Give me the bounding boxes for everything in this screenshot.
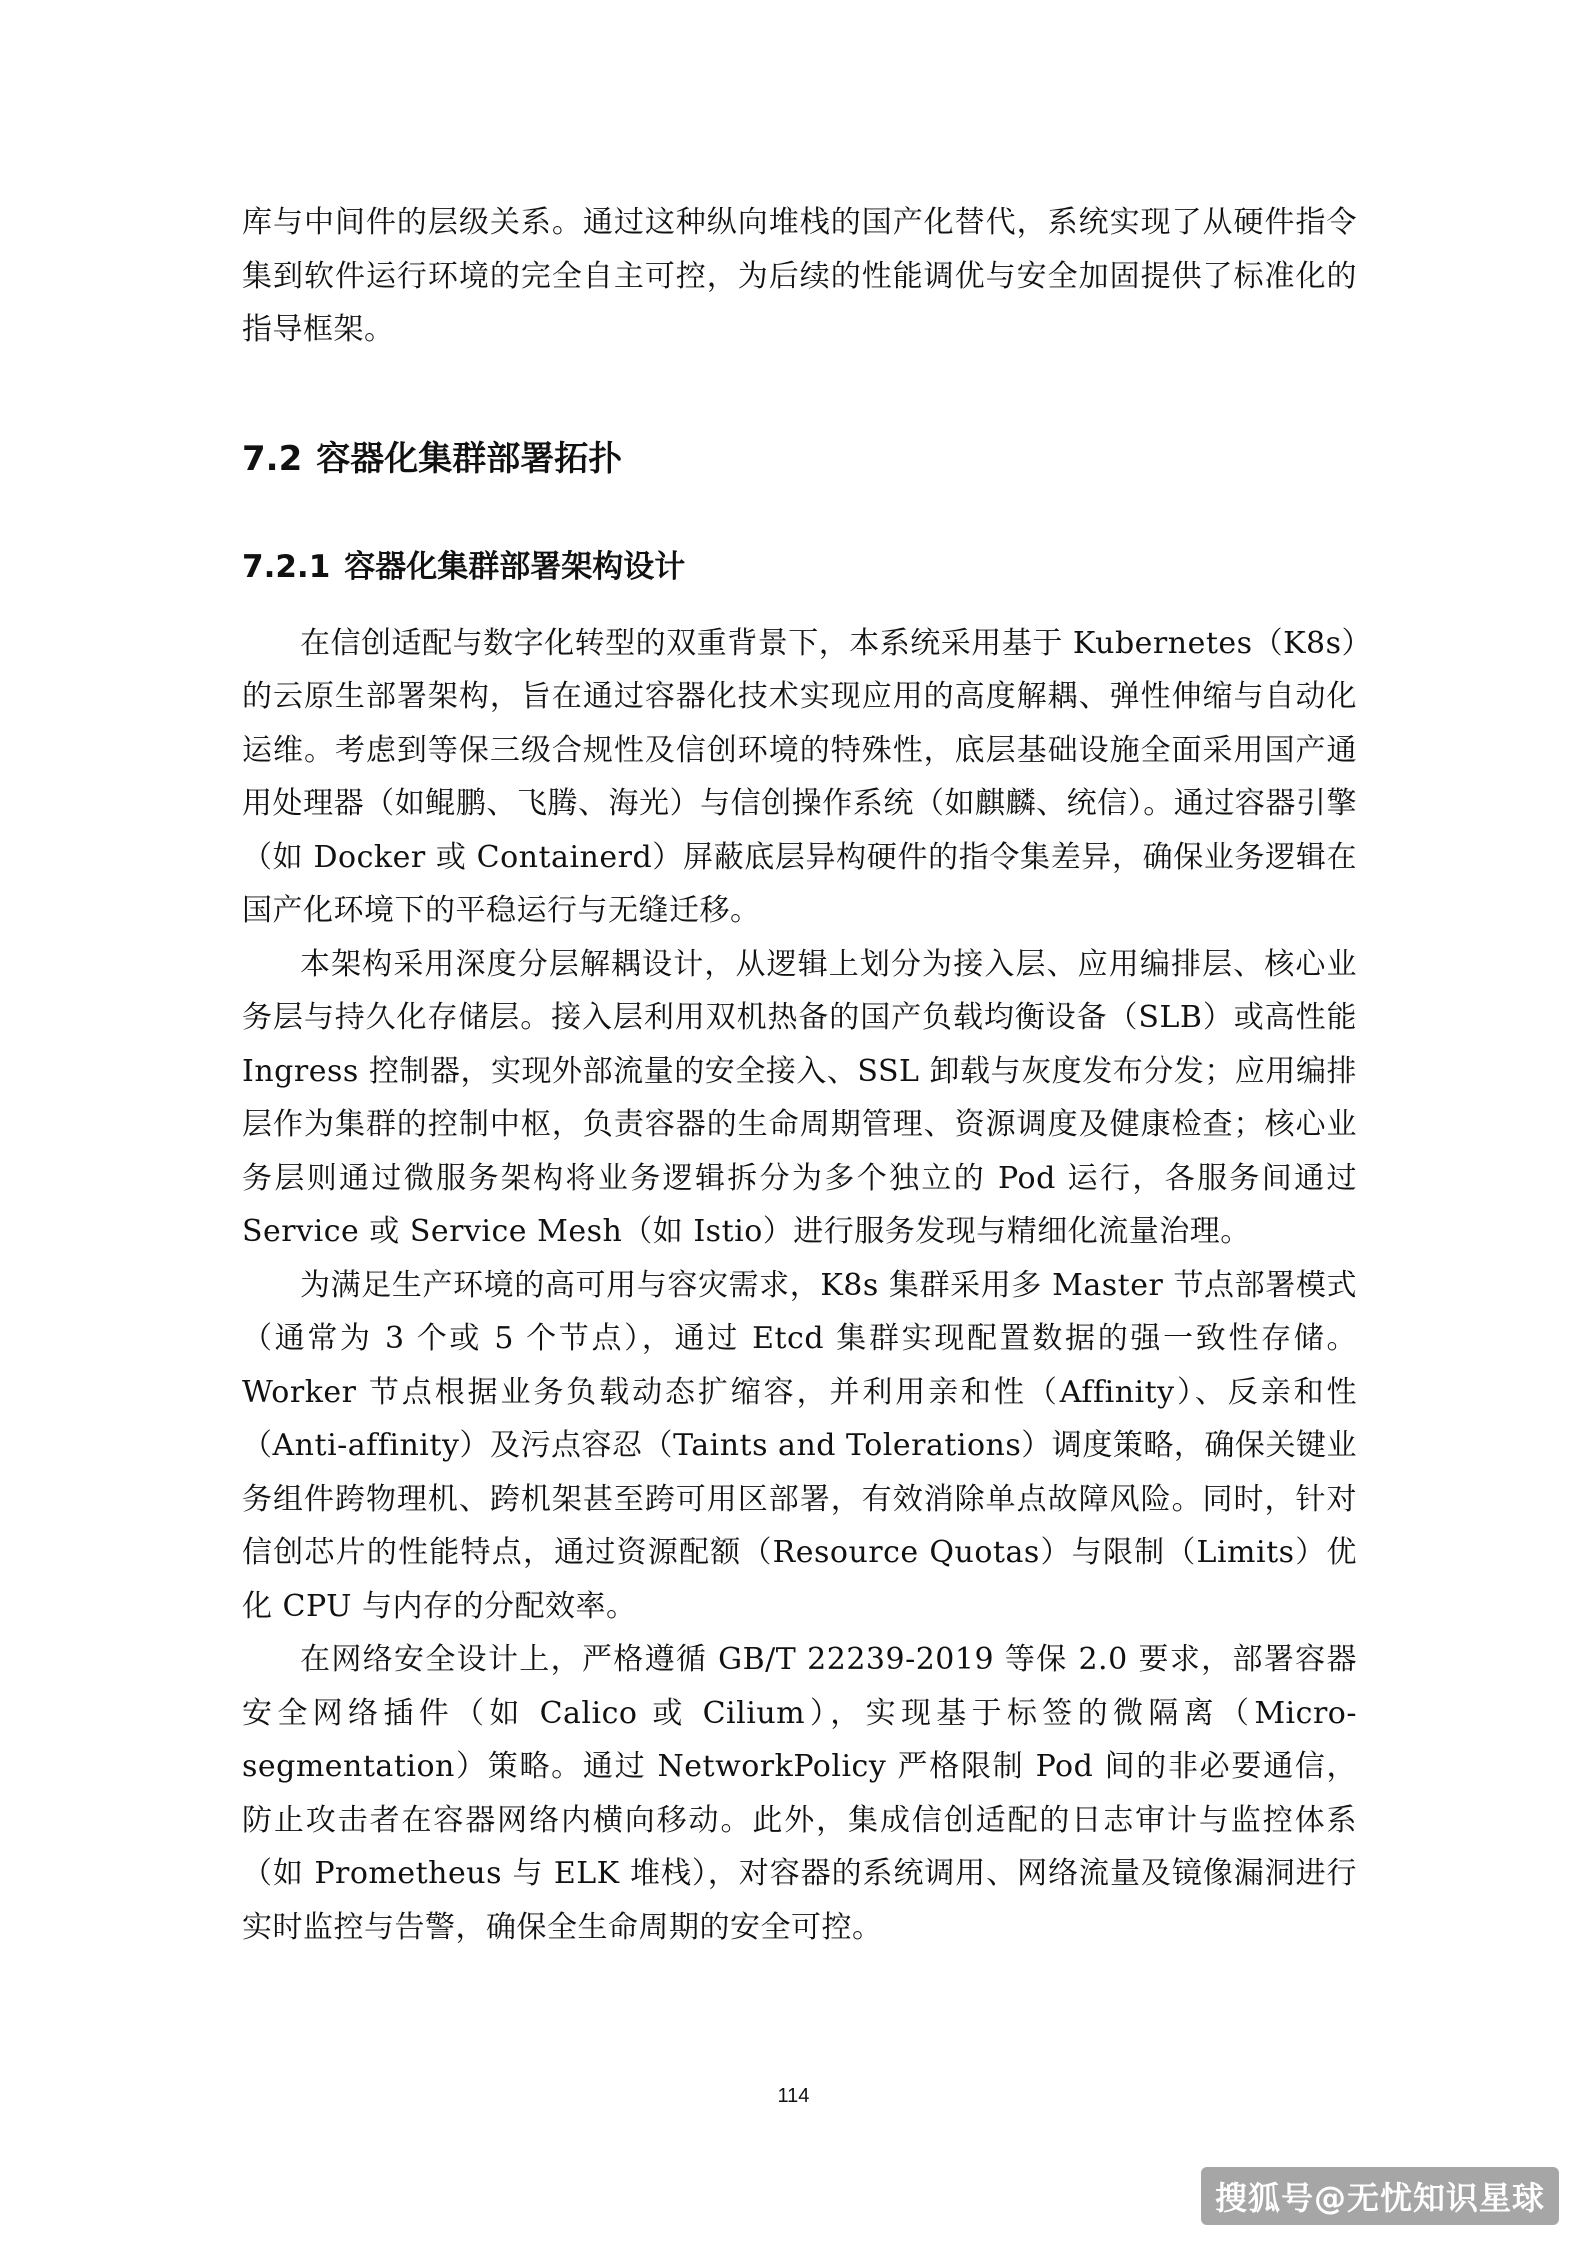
page-number: 114 [777,2085,810,2107]
subsection-heading [242,539,1357,595]
body-paragraph-4: 在网络安全设计上，严格遵循 GB/T 22239-2019 等保 2.0 要求，部署容器安全网络插件（如 Calico 或 Cilium），实现基于标签的微隔离（Micro-segmentation）策略。通过 NetworkPolicy 严格限制 Pod 间的非必要通信，防止攻击者在容器网络内横向移动。此外，集成信创适配的日志审计与监控体系（如 Prometheus 与 ELK 堆栈），对容器的系统调用、网络流量及镜像漏洞进行实时监控与告警，确保全生命周期的安全可控。 [242,1642,1357,1945]
section-heading [242,429,1357,489]
section-title: 容器化集群部署拓扑 [316,438,623,479]
body-paragraph-1: 在信创适配与数字化转型的双重背景下，本系统采用基于 Kubernetes（K8s）的云原生部署架构，旨在通过容器化技术实现应用的高度解耦、弹性伸缩与自动化运维。考虑到等保三级合规性及信创环境的特殊性，底层基础设施全面采用国产通用处理器（如鲲鹏、飞腾、海光）与信创操作系统（如麒麟、统信）。通过容器引擎（如 Docker 或 Containerd）屏蔽底层异构硬件的指令集差异，确保业务逻辑在国产化环境下的平稳运行与无缝迁移。 [242,625,1357,928]
page-content [242,196,1357,1954]
section-number: 7.2 [242,438,303,479]
body-paragraph-3: 为满足生产环境的高可用与容灾需求，K8s 集群采用多 Master 节点部署模式（通常为 3 个或 5 个节点），通过 Etcd 集群实现配置数据的强一致性存储。Worker 节点根据业务负载动态扩缩容，并利用亲和性（Affinity）、反亲和性（Anti-affinity）及污点容忍（Taints and Tolerations）调度策略，确保关键业务组件跨物理机、跨机架甚至跨可用区部署，有效消除单点故障风险。同时，针对信创芯片的性能特点，通过资源配额（Resource Quotas）与限制（Limits）优化 CPU 与内存的分配效率。 [242,1267,1357,1624]
intro-paragraph: 库与中间件的层级关系。通过这种纵向堆栈的国产化替代，系统实现了从硬件指令集到软件运行环境的完全自主可控，为后续的性能调优与安全加固提供了标准化的指导框架。 [242,205,1357,347]
subsection-title: 容器化集群部署架构设计 [344,548,686,585]
subsection-number: 7.2.1 [242,548,331,585]
watermark: 搜狐号@无忧知识星球 [1201,2167,1559,2225]
body-paragraph-2: 本架构采用深度分层解耦设计，从逻辑上划分为接入层、应用编排层、核心业务层与持久化存储层。接入层利用双机热备的国产负载均衡设备（SLB）或高性能 Ingress 控制器，实现外部流量的安全接入、SSL 卸载与灰度发布分发；应用编排层作为集群的控制中枢，负责容器的生命周期管理、资源调度及健康检查；核心业务层则通过微服务架构将业务逻辑拆分为多个独立的 Pod 运行，各服务间通过 Service 或 Service Mesh（如 Istio）进行服务发现与精细化流量治理。 [242,946,1357,1249]
